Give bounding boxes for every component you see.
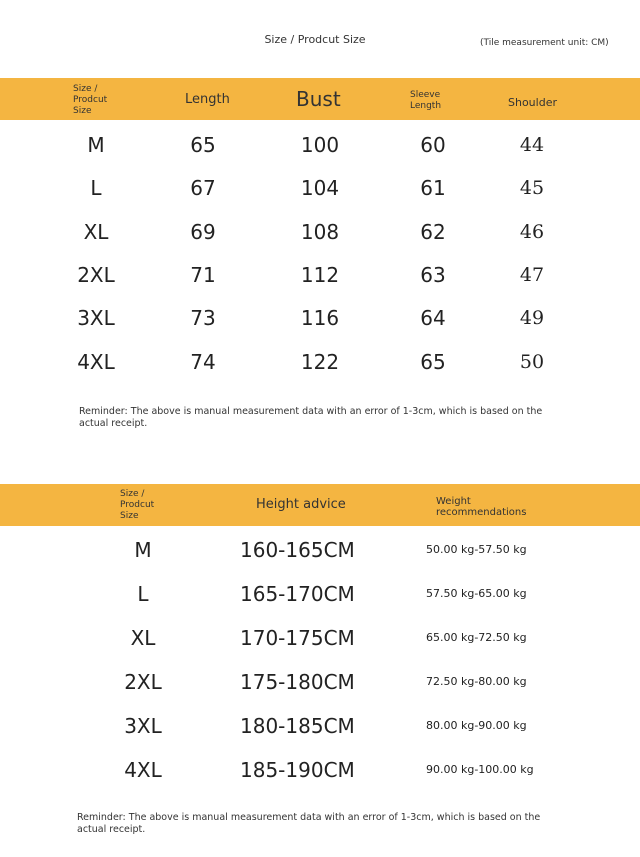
table2-cell-height: 170-175CM (240, 626, 355, 650)
table1-cell-bust: 100 (300, 133, 340, 157)
table1-cell-size: L (90, 176, 102, 200)
header-weight-line: Weight (436, 496, 471, 507)
table1-cell-sleeve: 62 (420, 220, 446, 244)
table1-cell-length: 71 (190, 263, 216, 287)
table2-cell-height: 175-180CM (240, 670, 355, 694)
table1-cell-length: 73 (190, 306, 216, 330)
table1-cell-size: XL (83, 220, 109, 244)
table1-cell-bust: 104 (300, 176, 340, 200)
table2-cell-height: 185-190CM (240, 758, 355, 782)
header-size-line: Size / (120, 489, 145, 499)
header-size-line: Size / (73, 84, 98, 94)
table1-header-length: Length (185, 92, 230, 107)
table1-cell-sleeve: 61 (420, 176, 446, 200)
header-sleeve-line: Length (410, 101, 442, 111)
table2-cell-weight: 50.00 kg-57.50 kg (426, 543, 527, 556)
table2-cell-weight: 57.50 kg-65.00 kg (426, 587, 527, 600)
table2-cell-size: 2XL (124, 670, 162, 694)
table1-cell-bust: 112 (300, 263, 340, 287)
table2-cell-weight: 90.00 kg-100.00 kg (426, 763, 534, 776)
header-size-line: Size (120, 511, 139, 521)
table1-cell-sleeve: 63 (420, 263, 446, 287)
table1-cell-size: 2XL (77, 263, 115, 287)
table2-cell-weight: 65.00 kg-72.50 kg (426, 631, 527, 644)
table1-cell-shoulder: 50 (519, 351, 545, 373)
table1-cell-shoulder: 46 (519, 221, 545, 243)
table1-cell-size: M (87, 133, 105, 157)
table2-cell-height: 180-185CM (240, 714, 355, 738)
table1-cell-length: 74 (190, 350, 216, 374)
table1-cell-length: 69 (190, 220, 216, 244)
table1-cell-length: 65 (190, 133, 216, 157)
header-size-line: Size (73, 106, 92, 116)
table1-cell-bust: 108 (300, 220, 340, 244)
table1-cell-size: 3XL (77, 306, 115, 330)
table2-cell-size: 3XL (124, 714, 162, 738)
table1-reminder: Reminder: The above is manual measurement data with an error of 1-3cm, which is based on the actual receipt. (79, 406, 543, 429)
unit-note: (Tile measurement unit: CM) (480, 38, 609, 48)
table1-header-bust: Bust (296, 87, 341, 111)
table2-cell-weight: 80.00 kg-90.00 kg (426, 719, 527, 732)
table1-header-size (73, 84, 107, 117)
table2-header-size (120, 489, 154, 522)
table2-cell-size: XL (130, 626, 156, 650)
table2-cell-weight: 72.50 kg-80.00 kg (426, 675, 527, 688)
table1-cell-shoulder: 45 (519, 177, 545, 199)
table2-header-weight (436, 496, 526, 518)
header-size-line: Prodcut (73, 95, 108, 105)
table1-cell-sleeve: 60 (420, 133, 446, 157)
table1-cell-sleeve: 64 (420, 306, 446, 330)
table1-cell-sleeve: 65 (420, 350, 446, 374)
table1-header-shoulder: Shoulder (508, 96, 557, 109)
table1-header-sleeve (410, 90, 441, 112)
header-size-line: Prodcut (120, 500, 155, 510)
table1-cell-size: 4XL (77, 350, 115, 374)
table2-reminder: Reminder: The above is manual measurement data with an error of 1-3cm, which is based on the actual receipt. (77, 812, 541, 835)
table2-cell-height: 165-170CM (240, 582, 355, 606)
page-title: Size / Prodcut Size (264, 33, 366, 46)
table1-cell-shoulder: 44 (519, 134, 545, 156)
table1-cell-bust: 116 (300, 306, 340, 330)
header-sleeve-line: Sleeve (410, 90, 441, 100)
table1-cell-shoulder: 49 (519, 307, 545, 329)
table2-cell-size: M (134, 538, 152, 562)
table1-cell-length: 67 (190, 176, 216, 200)
table2-cell-height: 160-165CM (240, 538, 355, 562)
table1-cell-bust: 122 (300, 350, 340, 374)
header-weight-line: recommendations (436, 507, 527, 518)
table2-cell-size: L (137, 582, 149, 606)
table1-cell-shoulder: 47 (519, 264, 545, 286)
table2-cell-size: 4XL (124, 758, 162, 782)
table2-header-height: Height advice (256, 497, 346, 512)
